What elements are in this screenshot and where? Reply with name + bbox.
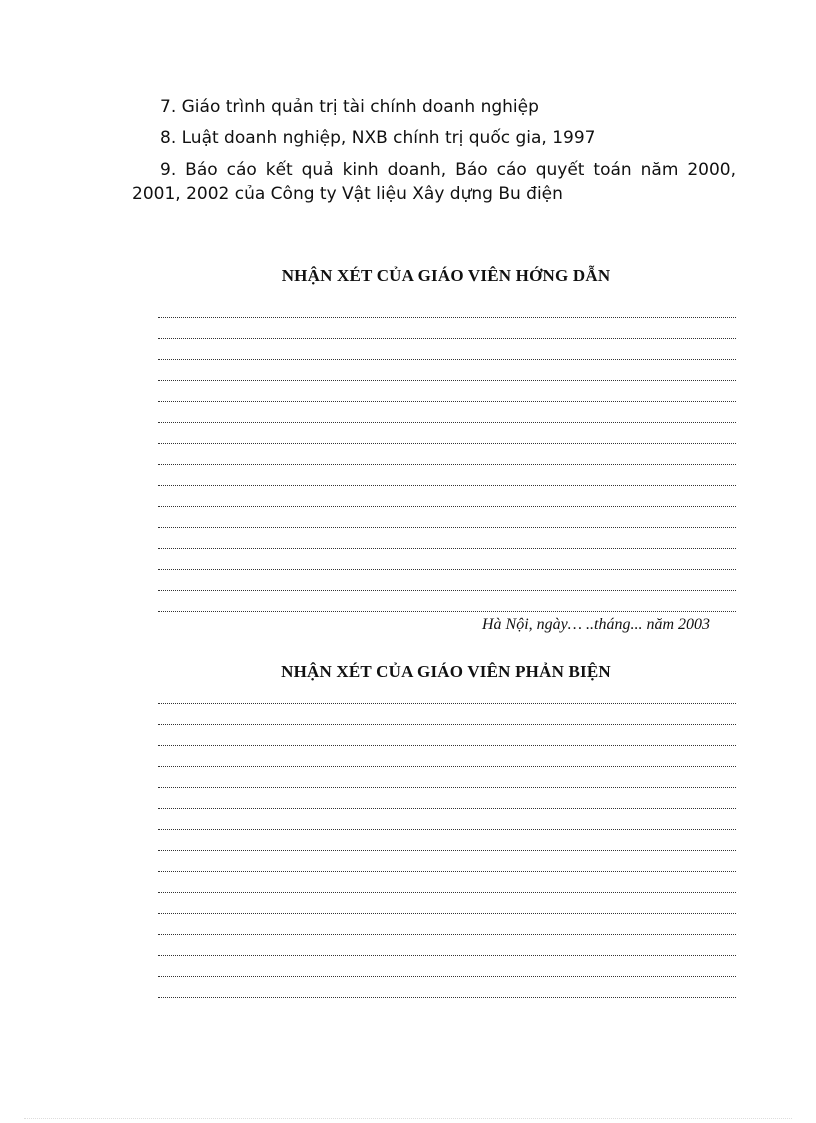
comment-line (158, 809, 736, 830)
comment-line (158, 360, 736, 381)
comment-line (158, 872, 736, 893)
comment-line (158, 683, 736, 704)
comment-line (158, 570, 736, 591)
reviewer-comment-lines (158, 683, 736, 998)
comment-line (158, 297, 736, 318)
comment-line (158, 486, 736, 507)
reference-item-8: 8. Luật doanh nghiệp, NXB chính trị quốc gia, 1997 (160, 128, 596, 148)
comment-line (158, 549, 736, 570)
comment-line (158, 444, 736, 465)
comment-line (158, 767, 736, 788)
advisor-comment-heading: NHẬN XÉT CỦA GIÁO VIÊN HỚNG DẪN (281, 266, 611, 285)
reference-item-9: 9. Báo cáo kết quả kinh doanh, Báo cáo quyết toán năm 2000, 2001, 2002 của Công ty Vật liệu Xây dựng Bu điện (132, 160, 736, 204)
comment-line (158, 830, 736, 851)
comment-line (158, 318, 736, 339)
comment-line (158, 465, 736, 486)
advisor-comment-lines (158, 297, 736, 612)
comment-line (158, 746, 736, 767)
comment-line (158, 528, 736, 549)
comment-line (158, 402, 736, 423)
comment-line (158, 591, 736, 612)
comment-line (158, 788, 736, 809)
comment-line (158, 704, 736, 725)
comment-line (158, 851, 736, 872)
reviewer-comment-heading: NHẬN XÉT CỦA GIÁO VIÊN PHẢN BIỆN (281, 662, 611, 681)
reference-item-7: 7. Giáo trình quản trị tài chính doanh nghiệp (160, 97, 539, 117)
comment-line (158, 507, 736, 528)
comment-line (158, 977, 736, 998)
comment-line (158, 914, 736, 935)
comment-line (158, 956, 736, 977)
comment-line (158, 339, 736, 360)
date-line: Hà Nội, ngày… ..tháng... năm 2003 (482, 616, 710, 633)
comment-line (158, 725, 736, 746)
page-bottom-rule (24, 1118, 792, 1119)
comment-line (158, 893, 736, 914)
comment-line (158, 935, 736, 956)
comment-line (158, 423, 736, 444)
references-list (132, 92, 736, 206)
comment-line (158, 381, 736, 402)
